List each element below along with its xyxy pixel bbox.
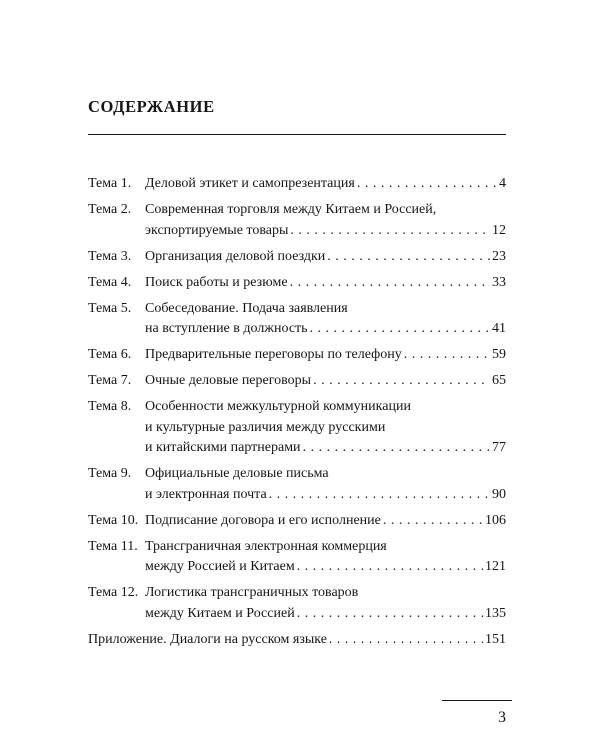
toc-entry-title-line: Официальные деловые письма [145, 466, 329, 481]
toc-entry-number: Тема 9. [88, 466, 132, 481]
toc-entry[interactable] [88, 371, 506, 392]
dot-leader [303, 438, 490, 459]
toc-entry-page: 41 [492, 321, 506, 336]
toc-entry-title: Организация деловой поездки [145, 248, 326, 264]
toc-entry-number: Тема 1. [88, 176, 132, 191]
toc-entry[interactable] [88, 511, 506, 532]
toc-entry-page: 77 [492, 440, 506, 455]
toc-entry-title: Предварительные переговоры по телефону [145, 347, 402, 362]
dot-leader [357, 174, 497, 195]
page-number: 3 [498, 709, 506, 726]
title-underline [88, 134, 506, 135]
dot-leader [269, 485, 490, 506]
toc-entry[interactable] [88, 464, 506, 505]
toc-entry-page: 65 [492, 373, 506, 388]
dot-leader [290, 273, 490, 294]
toc-entry-number: Тема 11. [88, 538, 138, 554]
toc-entry-page: 90 [492, 486, 506, 502]
toc-entry-number: Тема 6. [88, 347, 132, 362]
toc-entry-title-line: Логистика трансграничных товаров [145, 585, 359, 600]
toc-entry-number: Тема 3. [88, 248, 132, 264]
toc-entry-title: между Россией и Китаем [145, 559, 295, 574]
toc-entry-number: Тема 2. [88, 202, 132, 217]
dot-leader [313, 371, 490, 392]
toc-entry-page: 121 [485, 559, 506, 574]
toc-entry[interactable] [88, 299, 506, 340]
toc-entry-title: на вступление в должность [145, 321, 308, 336]
toc-entry-title-line: Собеседование. Подача заявления [145, 300, 348, 316]
toc-entry[interactable] [88, 583, 506, 624]
toc-entry[interactable] [88, 247, 506, 268]
toc-entry-number: Тема 12. [88, 585, 139, 600]
toc-appendix-page: 151 [485, 631, 506, 647]
table-of-contents [88, 174, 506, 656]
toc-entry-title-line: Особенности межкультурной коммуникации [145, 399, 411, 414]
dot-leader [383, 511, 483, 532]
toc-entry-page: 59 [492, 347, 506, 362]
dot-leader [290, 221, 490, 242]
toc-entry-page: 33 [492, 274, 506, 290]
toc-entry[interactable] [88, 200, 506, 241]
dot-leader [297, 604, 483, 625]
toc-entry[interactable] [88, 397, 506, 459]
toc-entry-title-line: и культурные различия между русскими [145, 419, 386, 435]
page-title: СОДЕРЖАНИЕ [88, 97, 215, 116]
toc-entry-page: 12 [492, 222, 506, 238]
toc-entry-title: и электронная почта [145, 486, 267, 502]
toc-appendix[interactable] [88, 630, 506, 651]
toc-entry-title-line: Современная торговля между Китаем и Россией, [145, 202, 437, 217]
toc-entry-title: между Китаем и Россией [145, 605, 295, 621]
toc-entry-title: экспортируемые товары [145, 222, 289, 238]
dot-leader [310, 319, 490, 340]
toc-entry-number: Тема 5. [88, 300, 132, 316]
dot-leader [297, 557, 483, 578]
toc-appendix-title: Приложение. Диалоги на русском языке [88, 631, 327, 647]
toc-entry-number: Тема 7. [88, 373, 132, 388]
toc-entry-title: Поиск работы и резюме [145, 274, 288, 290]
toc-entry-page: 135 [485, 605, 506, 621]
toc-entry[interactable] [88, 174, 506, 195]
toc-entry-number: Тема 10. [88, 512, 139, 528]
toc-entry-title: Деловой этикет и самопрезентация [145, 176, 355, 191]
dot-leader [327, 247, 490, 268]
footer-rule [442, 700, 512, 701]
toc-entry[interactable] [88, 345, 506, 366]
toc-entry-title-line: Трансграничная электронная коммерция [145, 538, 387, 554]
toc-entry-title: и китайскими партнерами [145, 440, 301, 455]
toc-entry[interactable] [88, 273, 506, 294]
toc-entry-page: 106 [485, 512, 506, 528]
toc-entry-title: Очные деловые переговоры [145, 373, 312, 388]
toc-entry-title: Подписание договора и его исполнение [145, 512, 381, 528]
toc-entry-page: 23 [492, 248, 506, 264]
toc-entry[interactable] [88, 537, 506, 578]
dot-leader [404, 345, 490, 366]
toc-entry-number: Тема 4. [88, 274, 132, 290]
dot-leader [329, 630, 483, 651]
toc-entry-number: Тема 8. [88, 399, 132, 414]
toc-entry-page: 4 [499, 176, 506, 191]
